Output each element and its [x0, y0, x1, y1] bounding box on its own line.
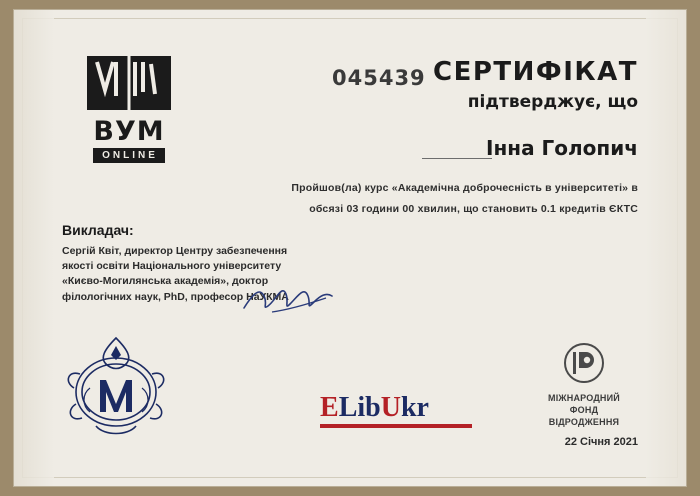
course-description-line-1: Пройшов(ла) курс «Академічна доброчесність в університеті» в — [291, 182, 638, 194]
recipient-name: Інна Голопич — [486, 136, 638, 160]
signature-mark — [242, 282, 334, 316]
elibukr-e: E — [320, 392, 339, 423]
recipient-rule — [422, 158, 492, 159]
paper-texture-right — [646, 10, 686, 486]
irf-name-line-1: МІЖНАРОДНИЙ — [548, 393, 620, 403]
irf-circle-icon — [563, 342, 605, 384]
vum-wordmark: ВУМ — [93, 116, 165, 147]
vum-online-logo — [74, 52, 184, 163]
elibukr-logo — [320, 392, 429, 424]
irf-name-line-3: ВІДРОДЖЕННЯ — [548, 417, 620, 428]
irf-logo — [530, 342, 638, 428]
elibukr-kr: kr — [400, 392, 429, 423]
teacher-heading: Викладач: — [62, 222, 134, 238]
naukma-emblem — [60, 330, 172, 442]
irf-name-line-2: ФОНД — [569, 405, 599, 416]
course-description-line-2: обсязі 03 години 00 хвилин, що становить 0.1 кредитів ЄКТС — [309, 203, 638, 215]
certificate-number: 045439 — [332, 66, 426, 90]
elibukr-u: U — [380, 392, 401, 423]
certificate-heading — [433, 58, 638, 112]
elibukr-lib: Lib — [338, 392, 381, 423]
issue-date: 22 Січня 2021 — [564, 436, 638, 448]
vum-online-tagline: ONLINE — [93, 148, 165, 163]
vum-book-icon — [83, 52, 175, 114]
certificate-sheet — [14, 10, 686, 486]
certificate-title: СЕРТИФІКАТ — [433, 57, 638, 87]
elibukr-underline — [320, 424, 472, 428]
paper-texture-left — [14, 10, 54, 486]
certificate-subtitle: підтверджує, що — [467, 91, 638, 112]
teacher-details: Сергій Квіт, директор Центру забезпечення якості освіти Національного університету «Києво-Могилянська академія», доктор філологічних наук, PhD, професор НаУКМА — [62, 245, 289, 303]
